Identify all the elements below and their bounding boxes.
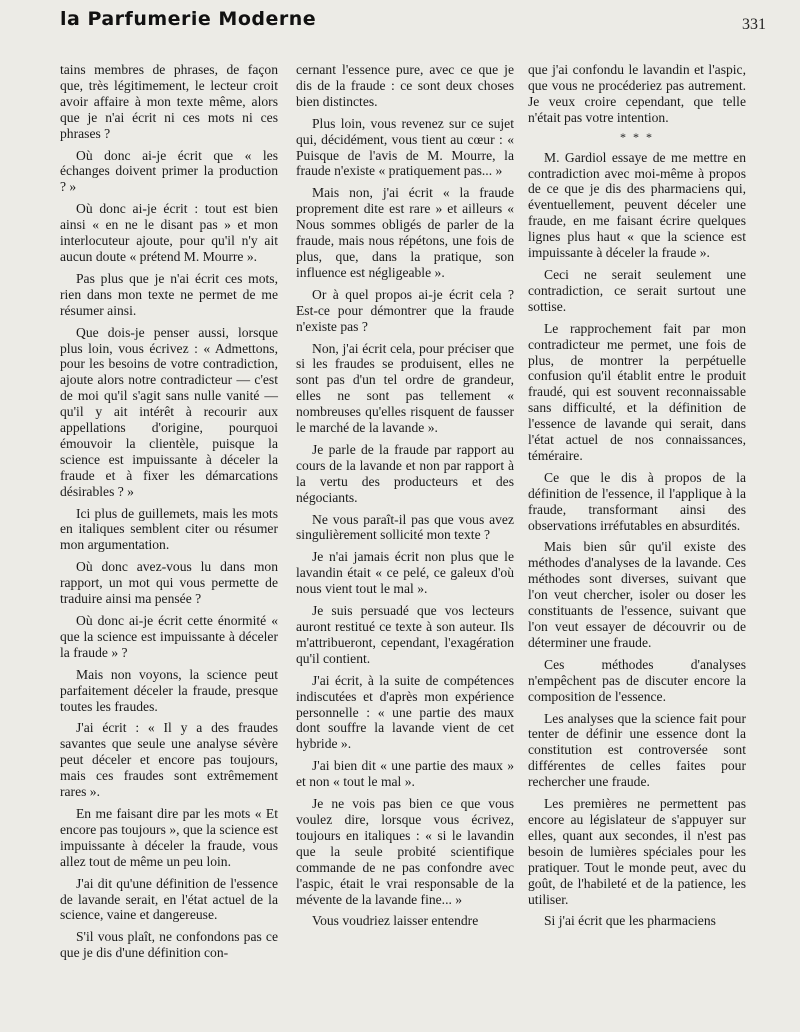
text-column-2 — [296, 62, 514, 935]
paragraph: Que dois-je penser aussi, lorsque plus loin, vous écrivez : « Admettons, pour les besoins de votre contradiction, ajoute alors notre contradicteur — c'est de moi qu'il s'agit sans nulle vanité — qu'il y ait intérêt à recourir aux appellations d'origine, pourquoi émouvoir la clientèle, puisque la science est impuissante à déceler la fraude et à fixer les démarcations désirables ? » — [60, 324, 278, 499]
paragraph: Je n'ai jamais écrit non plus que le lavandin était « ce pelé, ce galeux d'où nous vient tout le mal ». — [296, 549, 514, 597]
paragraph: J'ai écrit : « Il y a des fraudes savantes que seule une analyse sévère peut déceler et encore pas toujours, mais ces fraudes sont extrêmement rares ». — [60, 720, 278, 800]
paragraph: Je parle de la fraude par rapport au cours de la lavande et non par rapport à la vertu des producteurs et des négociants. — [296, 441, 514, 505]
paragraph: S'il vous plaît, ne confondons pas ce que je dis d'une définition con- — [60, 929, 278, 961]
paragraph: Vous voudriez laisser entendre — [312, 913, 479, 929]
section-asterism: * * * — [620, 129, 654, 144]
paragraph: J'ai écrit, à la suite de compétences indiscutées et d'après mon expérience personnelle : « une partie des maux dont souffre la lavande vient de cet hybride ». — [296, 672, 514, 752]
paragraph: Où donc ai-je écrit cette énormité « que la science est impuissante à déceler la fraude » ? — [60, 613, 278, 660]
paragraph: Non, j'ai écrit cela, pour préciser que si les fraudes se produisent, elles ne sont pas d'un tel ordre de grandeur, elles ne sont pas tellement « nombreuses qu'elles risquent de fausser le marché de la lavande ». — [296, 340, 514, 436]
paragraph: Ici plus de guillemets, mais les mots en italiques semblent citer ou résumer mon argumentation. — [60, 505, 278, 553]
paragraph: Or à quel propos ai-je écrit cela ? Est-ce pour démontrer que la fraude n'existe pas ? — [296, 286, 514, 334]
paragraph: Ces méthodes d'analyses n'empêchent pas de discuter encore la composition de l'essence. — [528, 656, 746, 704]
paragraph: M. Gardiol essaye de me mettre en contradiction avec moi-même à propos de ce que je dis des pharmaciens qui, éventuellement, peuvent déceler une fraude, en me faisant écrire quelques lignes plus haut « que la science est impuissante à déceler la fraude ». — [528, 149, 746, 261]
paragraph: Si j'ai écrit que les pharmaciens — [544, 913, 716, 929]
paragraph: En me faisant dire par les mots « Et encore pas toujours », que la science est impuissante à déceler la fraude, vous allez tout de même un peu loin. — [60, 805, 278, 869]
paragraph: Les premières ne permettent pas encore au législateur de s'appuyer sur elles, quant aux secondes, il n'est pas besoin de lumières spéciales pour les pratiquer. Tout le monde peut, avec du goût, de l'habileté et de la patience, les utiliser. — [528, 796, 746, 907]
paragraph: Ne vous paraît-il pas que vous avez singulièrement sollicité mon texte ? — [296, 511, 514, 543]
paragraph: Où donc ai-je écrit : tout est bien ainsi « en ne le disant pas » et mon interlocuteur ajoute, pour qu'il n'y ait aucun doute « prétend M. Mourre ». — [60, 201, 278, 264]
paragraph: Ce que le dis à propos de la définition de l'essence, il l'applique à la fraude, transformant ainsi des observations irréfutables en absurdités. — [528, 469, 746, 533]
text-column-3 — [528, 62, 746, 935]
page-header — [60, 8, 772, 48]
paragraph: Je suis persuadé que vos lecteurs auront restitué ce texte à son auteur. Ils m'attribueront, cependant, l'exagération qu'il contient. — [296, 603, 514, 666]
paragraph: Ceci ne serait seulement une contradiction, ce serait surtout une sottise. — [528, 266, 746, 314]
paragraph: Je ne vois pas bien ce que vous voulez dire, lorsque vous écrivez, toujours en italiques : « si le lavandin que la seule probité scientifique commande de ne pas confondre avec l'aspic, était le vrai responsable de la mévente de la lavande fine... » — [296, 796, 514, 907]
paragraph: J'ai bien dit « une partie des maux » et non « tout le mal ». — [296, 758, 514, 790]
paragraph: que j'ai confondu le lavandin et l'aspic, que vous ne procéderiez pas autrement. Je veux croire cependant, que telle n'était pas votre intention. — [528, 62, 746, 125]
paragraph: tains membres de phrases, de façon que, très légitimement, le lecteur croit avoir affaire à mon texte même, alors que je n'ai écrit ni ces mots ni ces phrases ? — [60, 62, 278, 141]
paragraph: J'ai dit qu'une définition de l'essence de lavande serait, en l'état actuel de la science, vaine et dangereuse. — [60, 875, 278, 923]
paragraph: Mais non, j'ai écrit « la fraude proprement dite est rare » et ailleurs « Nous sommes obligés de parler de la fraude, mais nous répétons, une fois de plus, que, dans la pratique, son influence est négligeable ». — [296, 185, 514, 280]
journal-title: la Parfumerie Moderne — [60, 8, 317, 30]
paragraph: Mais bien sûr qu'il existe des méthodes d'analyses de la lavande. Ces méthodes sont diverses, suivant que l'on veut chercher, isoler ou doser les constituants de l'essence, suivant que l'on veut essayer de découvrir ou de déterminer une fraude. — [528, 539, 746, 650]
paragraph: Où donc avez-vous lu dans mon rapport, un mot qui vous permette de traduire ainsi ma pensée ? — [60, 559, 278, 607]
page-number: 331 — [742, 16, 766, 33]
text-column-1 — [60, 62, 278, 967]
paragraph: Le rapprochement fait par mon contradicteur me permet, une fois de plus, de montrer la perpétuelle confusion qu'il établit entre le produit fraudé, qui est souvent reconnaissable sans difficulté, et la définition de l'essence de lavande qui serait, dans l'état actuel de nos connaissances, téméraire. — [528, 320, 746, 463]
paragraph: cernant l'essence pure, avec ce que je dis de la fraude : ce sont deux choses bien distinctes. — [296, 62, 514, 109]
paragraph: Les analyses que la science fait pour tenter de définir une essence dont la constitution est controversée sont différentes de celles faites pour rechercher une fraude. — [528, 710, 746, 790]
paragraph: Plus loin, vous revenez sur ce sujet qui, décidément, vous tient au cœur : « Puisque de l'avis de M. Mourre, la fraude n'existe « pratiquement pas... » — [296, 115, 514, 179]
paragraph: Pas plus que je n'ai écrit ces mots, rien dans mon texte ne permet de me résumer ainsi. — [60, 270, 278, 318]
paragraph: Où donc ai-je écrit que « les échanges doivent primer la production ? » — [60, 147, 278, 195]
paragraph: Mais non voyons, la science peut parfaitement déceler la fraude, presque toutes les fraudes. — [60, 666, 278, 714]
